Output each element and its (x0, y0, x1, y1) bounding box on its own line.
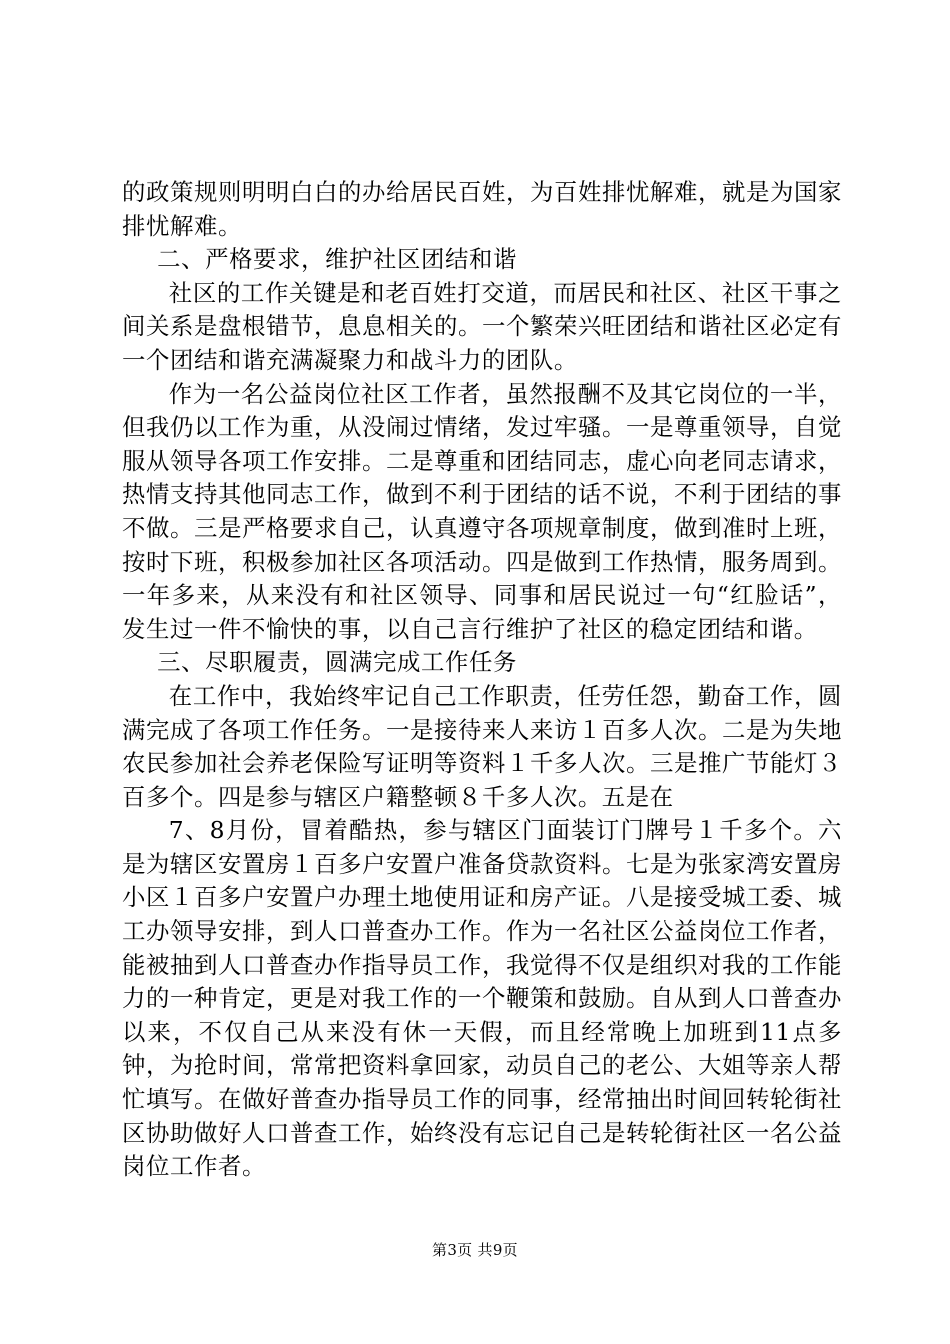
paragraph: 7、8月份，冒着酷热，参与辖区门面装订门牌号１千多个。六是为辖区安置房１百多户安置户准备贷款资料。七是为张家湾安置房小区１百多户安置户办理土地使用证和房产证。八是接受城工委、城工办领导安排，到人口普查办工作。作为一名社区公益岗位工作者，能被抽到人口普查办作指导员工作，我觉得不仅是组织对我的工作能力的一种肯定，更是对我工作的一个鞭策和鼓励。自从到人口普查办以来，不仅自己从来没有休一天假，而且经常晚上加班到11点多钟，为抢时间，常常把资料拿回家，动员自己的老公、大姐等亲人帮忙填写。在做好普查办指导员工作的同事，经常抽出时间回转轮街社区协助做好人口普查工作，始终没有忘记自己是转轮街社区一名公益岗位工作者。 (122, 816, 842, 1181)
paragraph: 作为一名公益岗位社区工作者，虽然报酬不及其它岗位的一半，但我仍以工作为重，从没闹过情绪，发过牢骚。一是尊重领导，自觉服从领导各项工作安排。二是尊重和团结同志，虚心向老同志请求，热情支持其他同志工作，做到不利于团结的话不说，不利于团结的事不做。三是严格要求自己，认真遵守各项规章制度，做到准时上班，按时下班，积极参加社区各项活动。四是做到工作热情，服务周到。一年多来，从来没有和社区领导、同事和居民说过一句“红脸话”，发生过一件不愉快的事，以自己言行维护了社区的稳定团结和谐。 (122, 379, 842, 643)
paragraph: 社区的工作关键是和老百姓打交道，而居民和社区、社区干事之间关系是盘根错节，息息相关的。一个繁荣兴旺团结和谐社区必定有一个团结和谐充满凝聚力和战斗力的团队。 (122, 278, 842, 374)
document-body (122, 176, 842, 1184)
paragraph-continued: 的政策规则明明白白的办给居民百姓，为百姓排忧解难，就是为国家排忧解难。 (122, 178, 842, 240)
section-heading-3: 三、尽职履责，圆满完成工作任务 (157, 648, 517, 677)
paragraph: 在工作中，我始终牢记自己工作职责，任劳任怨，勤奋工作，圆满完成了各项工作任务。一是接待来人来访１百多人次。二是为失地农民参加社会养老保险写证明等资料１千多人次。三是推广节能灯３百多个。四是参与辖区户籍整顿８千多人次。五是在 (122, 681, 842, 811)
section-heading-2: 二、严格要求，维护社区团结和谐 (157, 245, 517, 274)
page-number-footer: 第3页 共9页 (432, 1241, 518, 1259)
